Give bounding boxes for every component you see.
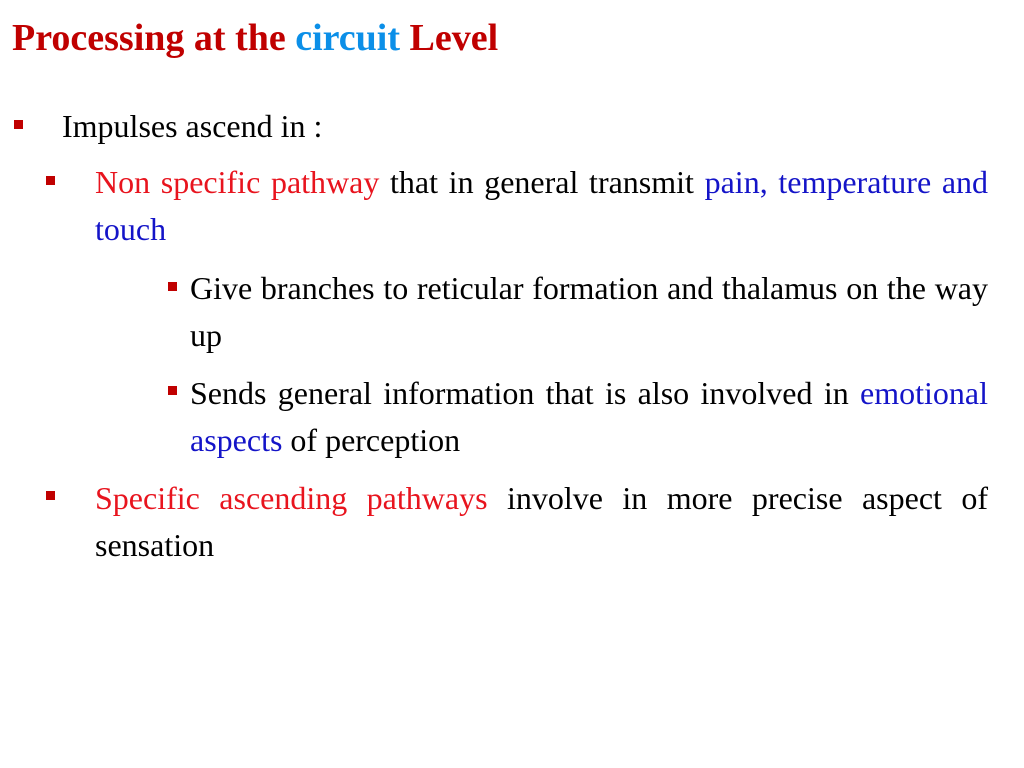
term-emotional-aspects: emotional aspects (190, 375, 988, 458)
term-specific-ascending-pathways: Specific ascending pathways (95, 480, 488, 516)
title-part-3: Level (400, 17, 499, 59)
bullet-text-plain: Impulses ascend in : (62, 108, 323, 144)
term-pain-temperature-touch: pain, temperature and touch (95, 164, 989, 247)
square-bullet-icon (46, 491, 55, 500)
bullet-text (95, 159, 988, 253)
bullet-text-plain: that in general transmit (379, 164, 705, 200)
slide-title (12, 12, 498, 64)
bullet-text (190, 265, 988, 359)
term-non-specific-pathway: Non specific pathway (95, 164, 380, 200)
bullet-text (190, 370, 988, 464)
title-part-1: Processing at the (12, 17, 296, 59)
bullet-text-plain: of perception (282, 422, 461, 458)
bullet-text (95, 475, 988, 569)
bullet-text-plain: Sends general information that is also involved in (190, 375, 861, 411)
square-bullet-icon (168, 282, 177, 291)
bullet-text-plain: Give branches to reticular formation and thalamus on the way up (190, 270, 988, 353)
title-part-2-highlight: circuit (295, 17, 401, 59)
square-bullet-icon (14, 120, 23, 129)
square-bullet-icon (46, 176, 55, 185)
bullet-text-plain: involve in more precise aspect of sensation (95, 480, 988, 563)
bullet-text (62, 103, 662, 150)
square-bullet-icon (168, 386, 177, 395)
